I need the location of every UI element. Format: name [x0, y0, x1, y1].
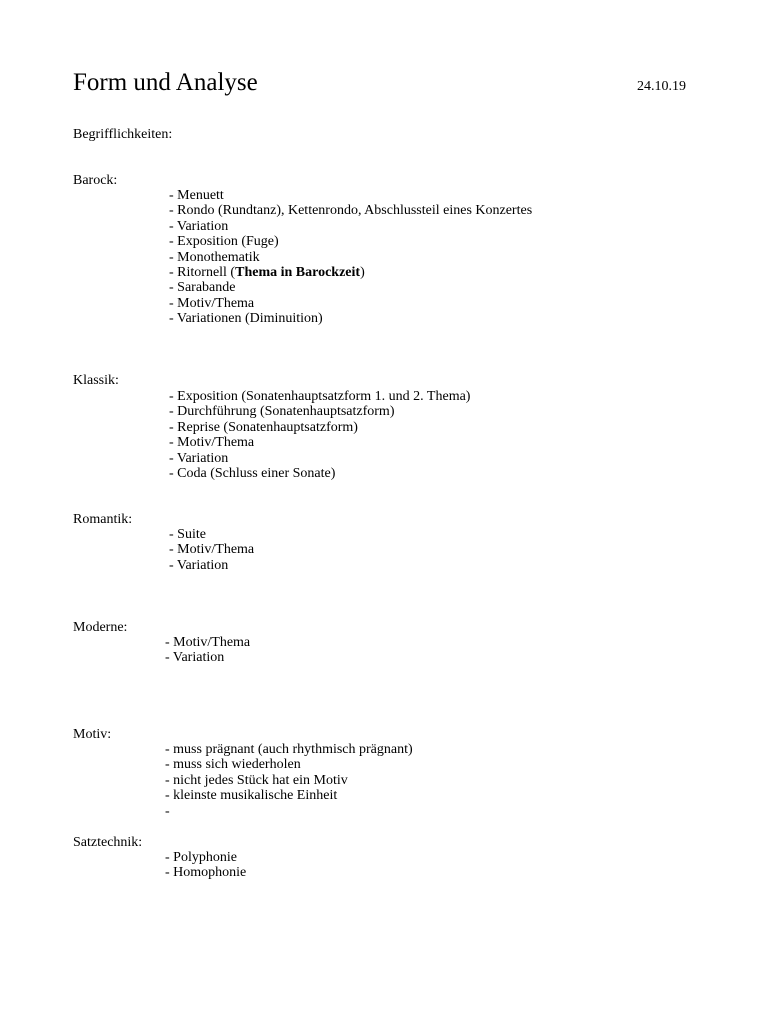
section-heading-barock: Barock: — [73, 173, 118, 188]
list-item: - Variation — [169, 450, 229, 466]
ritornell-close: ) — [360, 264, 365, 280]
list-item: - Reprise (Sonatenhauptsatzform) — [169, 419, 358, 435]
list-item: - — [165, 803, 170, 819]
section-heading-klassik: Klassik: — [73, 373, 119, 388]
list-item: - Polyphonie — [165, 850, 237, 865]
list-item: - Variation — [169, 557, 229, 573]
list-item: - Motiv/Thema — [169, 542, 255, 558]
document-date: 24.10.19 — [637, 79, 686, 94]
list-item: - Variationen (Diminuition) — [169, 311, 323, 327]
list-item: - Durchführung (Sonatenhauptsatzform) — [169, 404, 395, 420]
list-item: - Suite — [169, 527, 206, 542]
list-item: - Exposition (Sonatenhauptsatzform 1. und 2. Thema) — [169, 389, 471, 404]
list-item: - muss prägnant (auch rhythmisch prägnant) — [165, 742, 413, 757]
ritornell-bold-text: Thema in Barockzeit — [235, 264, 361, 280]
list-item-ritornell — [169, 265, 532, 280]
list-item: - Homophonie — [165, 865, 247, 881]
list-item: - Monothematik — [169, 249, 260, 265]
section-heading-satztechnik: Satztechnik: — [73, 835, 143, 850]
motiv-list — [165, 742, 413, 819]
list-item: - Sarabande — [169, 280, 236, 296]
list-item: - Menuett — [169, 188, 224, 203]
list-item: - Motiv/Thema — [169, 295, 255, 311]
klassik-list — [169, 389, 470, 481]
list-item: - Rondo (Rundtanz), Kettenrondo, Abschlussteil eines Konzertes — [169, 203, 533, 219]
list-item: - Variation — [165, 650, 225, 666]
list-item: - Coda (Schluss einer Sonate) — [169, 465, 336, 481]
satztechnik-list — [165, 850, 246, 881]
section-heading-motiv: Motiv: — [73, 727, 112, 742]
list-item: - kleinste musikalische Einheit — [165, 788, 338, 804]
document-title: Form und Analyse — [73, 69, 258, 96]
list-item: - muss sich wiederholen — [165, 757, 301, 773]
barock-list — [169, 188, 532, 327]
list-item: - Motiv/Thema — [169, 435, 255, 451]
section-heading-moderne: Moderne: — [73, 620, 128, 635]
ritornell-text: - Ritornell ( — [169, 264, 236, 280]
list-item: - Variation — [169, 218, 229, 234]
list-item: - nicht jedes Stück hat ein Motiv — [165, 772, 348, 788]
list-item: - Motiv/Thema — [165, 635, 251, 650]
section-heading-romantik: Romantik: — [73, 512, 133, 527]
romantik-list — [169, 527, 254, 573]
intro-heading: Begrifflichkeiten: — [73, 127, 173, 142]
moderne-list — [165, 635, 250, 666]
list-item: - Exposition (Fuge) — [169, 234, 279, 250]
